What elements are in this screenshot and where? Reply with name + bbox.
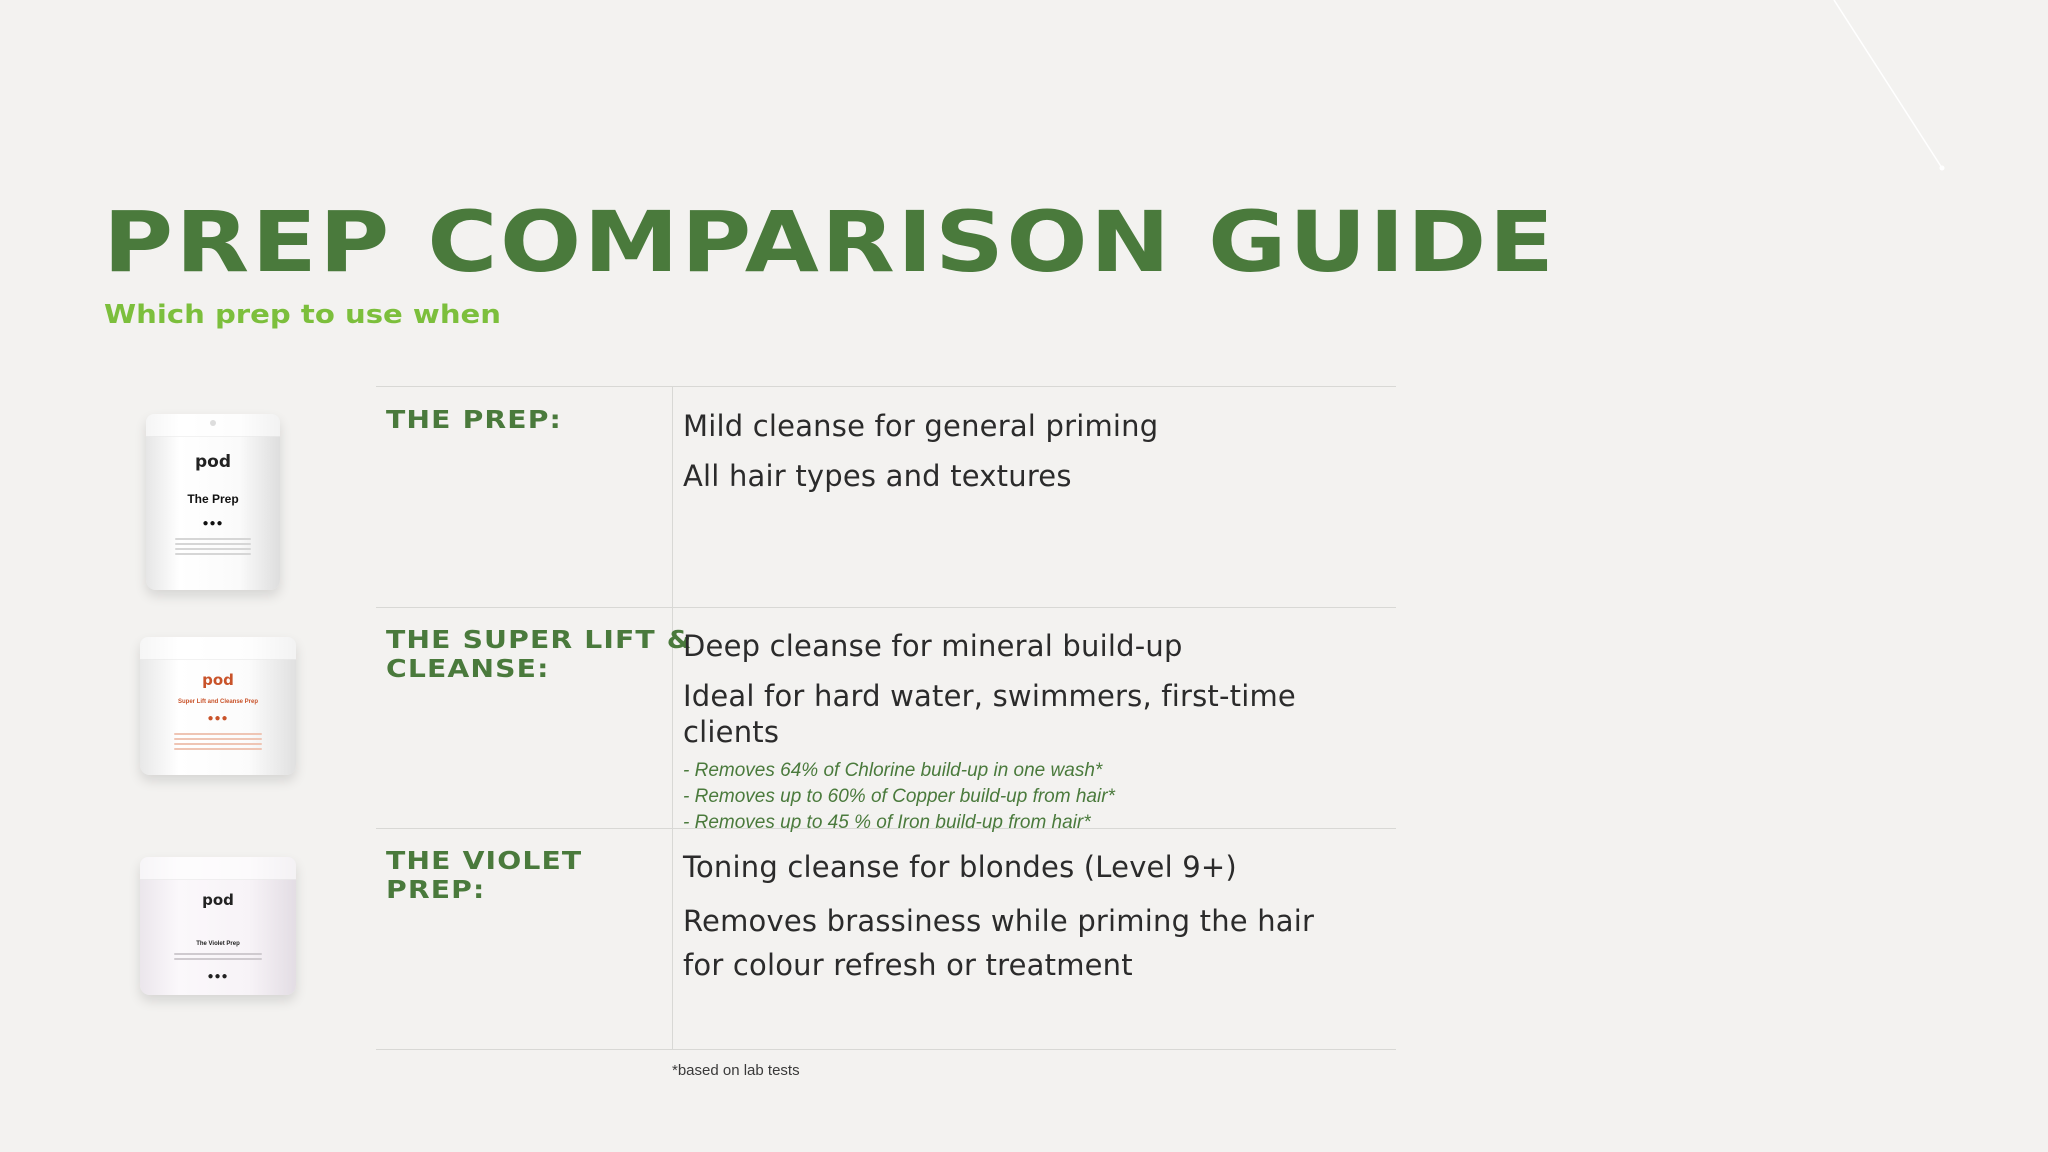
description-line: Deep cleanse for mineral build-up <box>683 629 1183 663</box>
table-divider <box>376 1049 1396 1050</box>
lab-result-item: - Removes 64% of Chlorine build-up in one wash* <box>683 760 1103 781</box>
product-dots-icon: ●●● <box>207 713 229 724</box>
lab-result-item: - Removes up to 45 % of Iron build-up from hair* <box>683 812 1091 833</box>
product-brand-logo: pod <box>202 891 234 909</box>
product-image-super-lift-cleanse <box>140 637 296 775</box>
product-image-the-prep <box>146 414 280 590</box>
description-line: Ideal for hard water, swimmers, first-time clients <box>683 679 1296 749</box>
table-column-divider <box>672 386 673 1049</box>
product-name: Super Lift and Cleanse Prep <box>177 699 259 705</box>
description-line: Mild cleanse for general priming <box>683 409 1159 443</box>
product-image-violet-prep <box>140 857 296 995</box>
product-dots-icon: ●●● <box>202 518 224 529</box>
product-name: The Violet Prep <box>196 941 240 947</box>
row-description-super-lift-cleanse <box>683 628 1383 836</box>
description-line: Removes brassiness while priming the hair for colour refresh or treatment <box>683 904 1315 982</box>
row-description-the-prep <box>683 408 1383 508</box>
row-label-the-prep: THE PREP: <box>386 405 562 434</box>
lab-result-item: - Removes up to 60% of Copper build-up from hair* <box>683 786 1115 807</box>
product-brand-logo: pod <box>194 452 232 472</box>
footnote: *based on lab tests <box>672 1062 800 1079</box>
product-dots-icon: ●●● <box>207 971 229 982</box>
product-brand-logo: pod <box>202 671 234 689</box>
product-name: The Prep <box>187 492 239 506</box>
description-line: All hair types and textures <box>683 459 1072 493</box>
table-divider <box>376 386 1396 387</box>
row-label-violet-prep: THE VIOLET PREP: <box>386 846 583 904</box>
page-subtitle: Which prep to use when <box>104 300 502 330</box>
row-description-violet-prep <box>683 849 1323 1001</box>
page-title: PREP COMPARISON GUIDE <box>103 193 1557 291</box>
lab-results-list <box>683 758 1383 836</box>
decorative-line <box>1830 0 1950 175</box>
description-line: Toning cleanse for blondes (Level 9+) <box>683 850 1237 884</box>
row-label-super-lift-cleanse: THE SUPER LIFT & CLEANSE: <box>386 625 693 683</box>
table-divider <box>376 607 1396 608</box>
